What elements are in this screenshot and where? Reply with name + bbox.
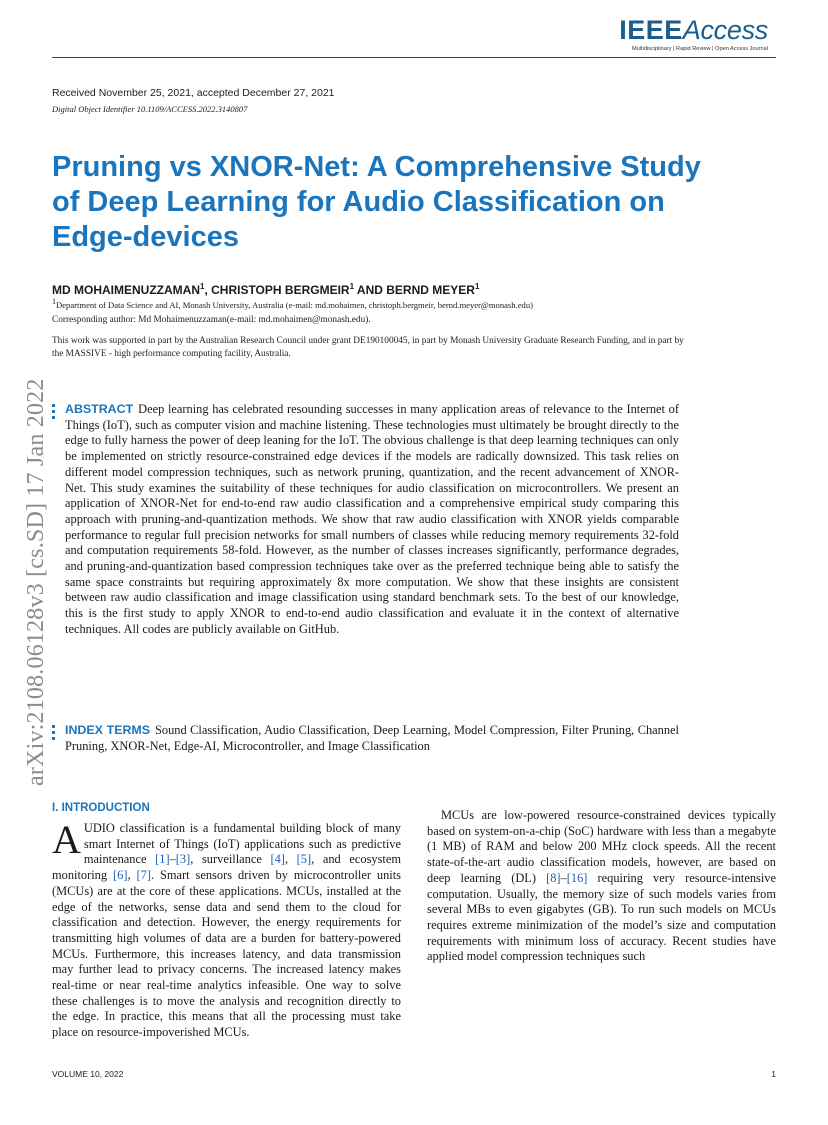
drop-cap: A xyxy=(52,817,81,862)
author-3-sup: 1 xyxy=(474,282,480,291)
footer-page-number: 1 xyxy=(771,1069,776,1079)
logo-brand-bold: IEEE xyxy=(619,15,683,45)
section-heading: I. INTRODUCTION xyxy=(52,802,150,814)
abstract xyxy=(65,402,679,638)
citation-3[interactable]: [3] xyxy=(175,852,191,867)
abstract-text: Deep learning has celebrated resounding successes in many application areas of relevance to the Internet of Things (IoT), such as computer vision and machine listening. These technologies must ultimately be brought directly to the edge to fully harness the power of deep leaning for the IoT. The obvious challenge is that deep learning techniques can only be implemented on strictly resource-constrained edge devices if the models are radically downsized. This task relies on different model compression techniques, such as network pruning, quantization, and the recent advancement of XNOR-Net. This study examines the suitability of these techniques for audio classification on microcontrollers. We present an application of XNOR-Net for end-to-end raw audio classification and a comprehensive empirical study comparing this approach with pruning-and-quantization methods. We show that raw audio classification with XNOR yields comparable performance to regular full precision networks for small numbers of classes while reducing memory requirements 32-fold and computation requirements 58-fold. However, as the number of classes increases significantly, performance degrades, and pruning-and-quantization based compression techniques take over as the preferred technique being able to satisfy the same space constraints but requiring approximately 8x more computation. We show that these insights are consistent between raw audio classification and image classification using standard benchmark sets. To the best of our knowledge, this is the first study to apply XNOR to end-to-end audio classification and evaluate it in the context of alternative techniques. All codes are publicly available on GitHub. xyxy=(65,402,679,636)
author-sep-2: AND xyxy=(354,283,387,297)
footer-volume: VOLUME 10, 2022 xyxy=(52,1069,124,1079)
column-left xyxy=(52,817,401,1041)
citation-6[interactable]: [6] xyxy=(113,868,128,883)
citation-dash: – xyxy=(169,852,176,867)
funding-note: This work was supported in part by the Australian Research Council under grant DE190100045, in part by Monash University Graduate Research Funding, and in part by the MASSIVE - high performance computing facility, Australia. xyxy=(52,336,684,359)
intro-p1-text: , surveillance xyxy=(190,852,271,867)
author-2: CHRISTOPH BERGMEIR xyxy=(211,283,350,297)
affiliation xyxy=(52,297,533,310)
intro-p1-text: UDIO classification is a fundamental building block of many smart Internet of Things (IoT) applications such as predictive maintenance xyxy=(83,821,401,867)
received-date: Received November 25, 2021, accepted December 27, 2021 xyxy=(52,87,335,99)
citation-5[interactable]: [5] xyxy=(296,852,312,867)
citation-sep: , xyxy=(284,852,297,867)
citation-16[interactable]: [16] xyxy=(566,870,588,885)
citation-1[interactable]: [1] xyxy=(155,852,170,867)
author-1: MD MOHAIMENUZZAMAN xyxy=(52,283,200,297)
index-terms-text: Sound Classification, Audio Classification, Deep Learning, Model Compression, Filter Pruning, Channel Pruning, XNOR-Net, Edge-AI, Microcontroller, and Image Classification xyxy=(65,723,679,753)
paper-title: Pruning vs XNOR-Net: A Comprehensive Study of Deep Learning for Audio Classification on Edge-devices xyxy=(52,151,701,253)
intro-p2-text: MCUs are low-powered resource-constrained devices typically based on system-on-a-chip (SoC) hardware with less than a megabyte (1 MB) of RAM and below 200 MHz clock speeds. All the recent state-of-the-art audio classification models, however, are based on deep learning (DL) xyxy=(427,808,776,885)
citation-dash: – xyxy=(560,870,567,885)
affiliation-text: Department of Data Science and AI, Monash University, Australia (e-mail: md.mohaimen, christoph.bergmeir, bernd.meyer@monash.edu) xyxy=(56,299,533,310)
intro-p2-text: requiring very resource-intensive computation. Usually, the memory size of such models varies from several MBs to even gigabytes (GB). To run such models on MCUs requires extreme minimization of the model’s size and computation requirements with minimum loss of accuracy. Recent studies have applied model compression techniques such xyxy=(427,870,776,964)
affiliation-sup: 1 xyxy=(52,297,56,306)
intro-paragraph-1 xyxy=(52,817,401,1041)
intro-p1-text: , and ecosystem monitoring xyxy=(52,852,401,883)
intro-p1-text: . Smart sensors driven by microcontroller units (MCUs) are at the core of these applications. MCUs, installed at the edge of the networks, sense data and send them to the cloud for classification and detection. However, the energy requirements for transmitting high volumes of data are a burden for battery-powered MCUs. Furthermore, this increases latency, and data transmission may further lead to privacy concerns. The increased latency makes real-time or near real-time analytics infeasible. One way to solve these challenges is to move the analysis and recognition directly to the edge. In practice, this means that all the processing must take place on resource-impoverished MCUs. xyxy=(52,868,401,1040)
header-rule xyxy=(52,57,776,58)
logo-brand-light: Access xyxy=(682,15,768,45)
logo-tagline: Multidisciplinary | Rapid Review | Open Access Journal xyxy=(632,46,768,52)
author-3: BERND MEYER xyxy=(386,283,475,297)
index-terms-marker xyxy=(52,725,56,743)
citation-7[interactable]: [7] xyxy=(136,868,151,883)
doi-line: Digital Object Identifier 10.1109/ACCESS.2022.3140807 xyxy=(52,104,248,114)
author-1-sup: 1 xyxy=(199,282,205,291)
column-right xyxy=(427,803,776,965)
arxiv-stamp: arXiv:2108.06128v3 [cs.SD] 17 Jan 2022 xyxy=(23,378,49,786)
corresponding-author: Corresponding author: Md Mohaimenuzzaman(e-mail: md.mohaimen@monash.edu). xyxy=(52,315,371,325)
intro-paragraph-2 xyxy=(427,808,776,965)
abstract-marker xyxy=(52,404,56,422)
abstract-label: ABSTRACT xyxy=(65,402,134,416)
citation-4[interactable]: [4] xyxy=(270,852,285,867)
index-terms xyxy=(65,723,679,754)
index-terms-label: INDEX TERMS xyxy=(65,723,151,737)
citation-8[interactable]: [8] xyxy=(546,870,561,885)
author-list xyxy=(52,282,479,297)
journal-logo xyxy=(568,16,768,52)
author-sep-1: , xyxy=(204,283,212,297)
author-2-sup: 1 xyxy=(349,282,355,291)
citation-sep: , xyxy=(127,868,137,883)
